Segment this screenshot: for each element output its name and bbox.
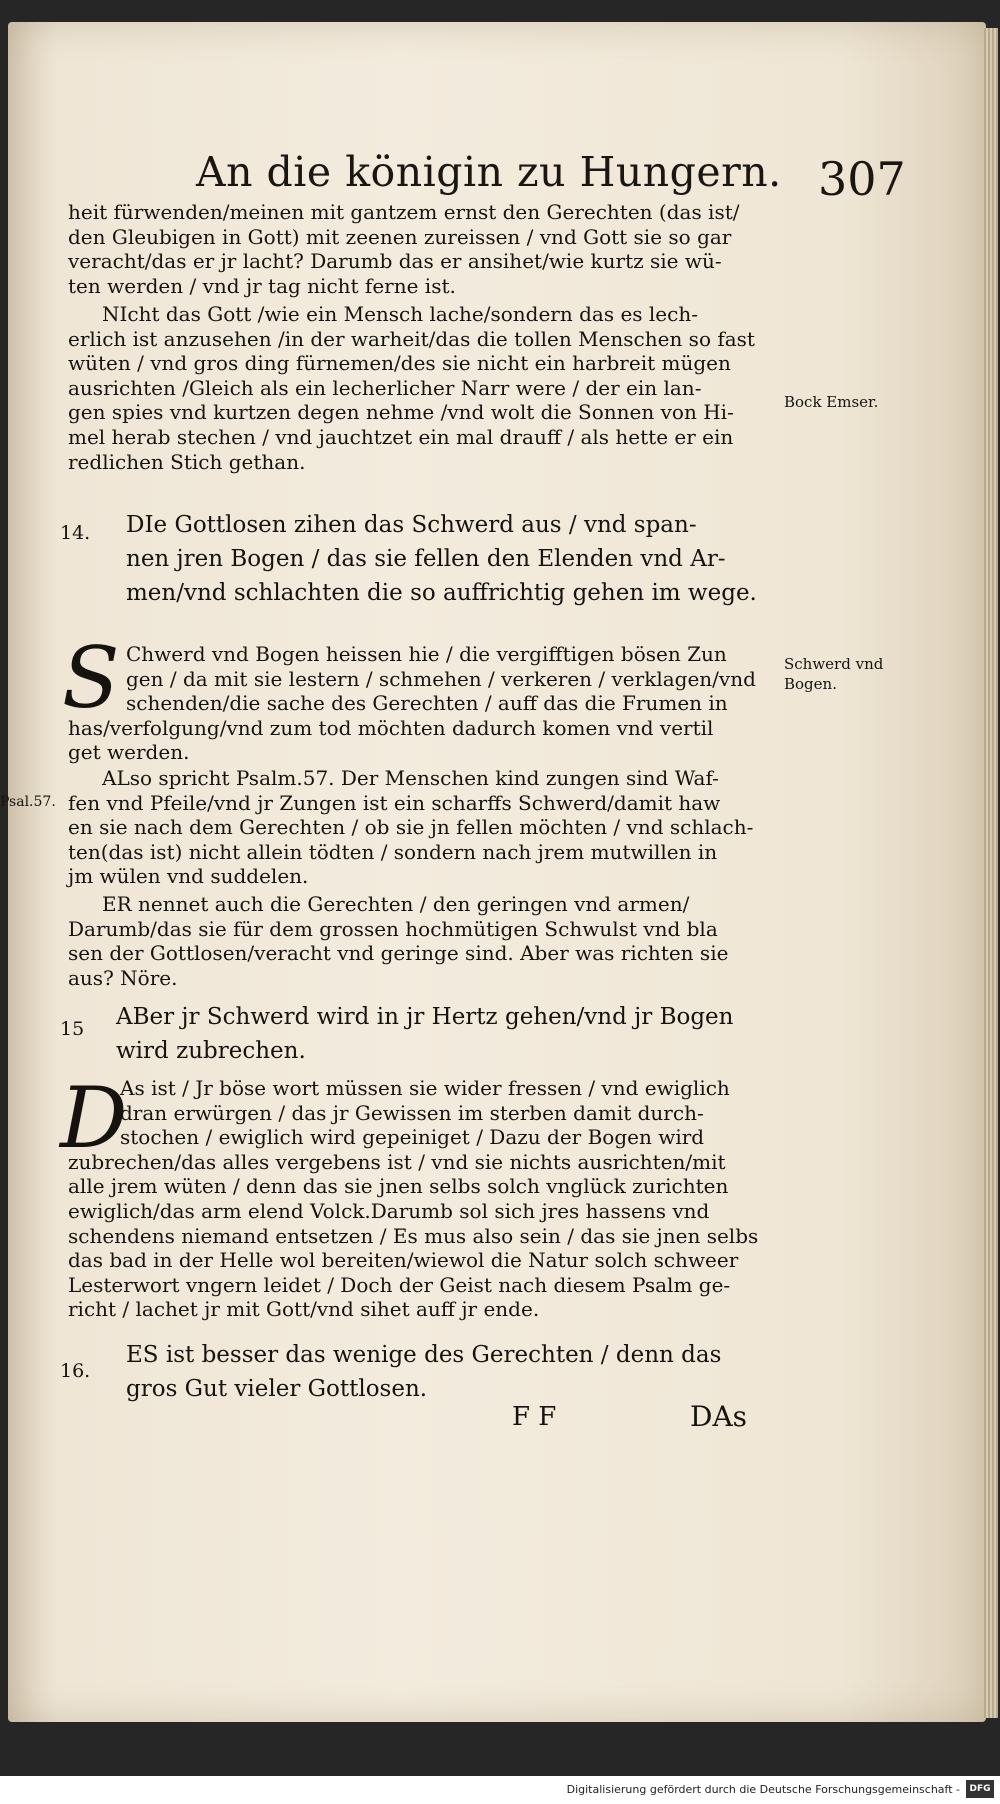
- margin-note-schwerd-vnd-bogen: [784, 654, 883, 694]
- text-line: erlich ist anzusehen /in der warheit/das die tollen Menschen so fast: [68, 326, 755, 351]
- text-line: Darumb/das sie für dem grossen hochmütigen Schwulst vnd bla: [68, 916, 718, 941]
- text-line: get werden.: [68, 740, 190, 765]
- text-line: Lesterwort vngern leidet / Doch der Geist nach diesem Psalm ge-: [68, 1272, 731, 1297]
- page-edge: [984, 28, 998, 1718]
- text-line: ten(das ist) nicht allein tödten / sondern nach jrem mutwillen in: [68, 839, 718, 864]
- verse-line: men/vnd schlachten die so auffrichtig gehen im wege.: [126, 580, 757, 606]
- verse-15: [116, 1000, 733, 1068]
- margin-line: Schwerd vnd: [784, 655, 884, 673]
- text-line: aus? Nöre.: [68, 965, 178, 990]
- dfg-logo-icon: DFG: [966, 1780, 994, 1798]
- verse-line: nen jren Bogen / das sie fellen den Elenden vnd Ar-: [126, 546, 726, 572]
- text-line: dran erwürgen / das jr Gewissen im sterben damit durch-: [120, 1100, 704, 1125]
- verse-line: DIe Gottlosen zihen das Schwerd aus / vnd span-: [126, 512, 697, 538]
- verse-number-16: 16.: [60, 1360, 91, 1382]
- text-line: ER nennet auch die Gerechten / den geringen vnd armen/: [102, 892, 690, 916]
- text-line: ewiglich/das arm elend Volck.Darumb sol sich jres hassens vnd: [68, 1198, 710, 1223]
- verse-16: [126, 1338, 721, 1406]
- margin-line: Bogen.: [784, 675, 837, 693]
- drop-cap-d: D: [60, 1069, 128, 1167]
- running-head: An die königin zu Hungern.: [196, 148, 782, 196]
- text-line: gen spies vnd kurtzen degen nehme /vnd wolt die Sonnen von Hi-: [68, 400, 734, 425]
- signature-mark: F F: [512, 1402, 557, 1432]
- text-line: mel herab stechen / vnd jauchtzet ein mal drauff / als hette er ein: [68, 424, 734, 449]
- text-line: en sie nach dem Gerechten / ob sie jn fellen möchten / vnd schlach-: [68, 815, 754, 840]
- text-line: richt / lachet jr mit Gott/vnd sihet auff jr ende.: [68, 1297, 540, 1322]
- text-line: sen der Gottlosen/veracht vnd geringe sind. Aber was richten sie: [68, 941, 729, 966]
- catchword: DAs: [690, 1400, 748, 1433]
- text-line: stochen / ewiglich wird gepeiniget / Dazu der Bogen wird: [120, 1125, 705, 1150]
- verse-number-15: 15: [60, 1018, 85, 1040]
- text-line: gen / da mit sie lestern / schmehen / verkeren / verklagen/vnd: [126, 666, 756, 691]
- verse-line: ABer jr Schwerd wird in jr Hertz gehen/vnd jr Bogen: [116, 1004, 734, 1030]
- text-line: Chwerd vnd Bogen heissen hie / die vergifftigen bösen Zun: [126, 642, 727, 666]
- text-line: zubrechen/das alles vergebens ist / vnd sie nichts ausrichten/mit: [68, 1149, 726, 1174]
- paragraph-1: [68, 200, 740, 298]
- paragraph-4: [68, 766, 753, 889]
- paragraph-2: [68, 302, 755, 474]
- text-line: das bad in der Helle wol bereiten/wiewol die Natur solch schweer: [68, 1248, 739, 1273]
- text-line: NIcht das Gott /wie ein Mensch lache/sondern das es lech-: [102, 302, 698, 326]
- margin-note-bock-emser: Bock Emser.: [784, 393, 879, 411]
- verse-line: ES ist besser das wenige des Gerechten / denn das: [126, 1342, 722, 1368]
- paragraph-3: [68, 642, 756, 765]
- text-line: ALso spricht Psalm.57. Der Menschen kind zungen sind Waf-: [102, 766, 719, 790]
- funding-credit: Digitalisierung gefördert durch die Deutsche Forschungsgemeinschaft -: [566, 1783, 960, 1796]
- page-number: 307: [818, 152, 906, 206]
- text-line: den Gleubigen in Gott) mit zeenen zureissen / vnd Gott sie so gar: [68, 224, 732, 249]
- verse-line: gros Gut vieler Gottlosen.: [126, 1376, 428, 1402]
- text-line: schendens niemand entsetzen / Es mus also sein / das sie jnen selbs: [68, 1223, 759, 1248]
- text-line: redlichen Stich gethan.: [68, 449, 306, 474]
- margin-note-psalm: Psal.57.: [0, 794, 56, 810]
- text-line: alle jrem wüten / denn das sie jnen selbs solch vnglück zurichten: [68, 1174, 729, 1199]
- text-line: ten werden / vnd jr tag nicht ferne ist.: [68, 273, 456, 298]
- text-line: has/verfolgung/vnd zum tod möchten dadurch komen vnd vertil: [68, 715, 714, 740]
- verse-14: [126, 508, 757, 610]
- text-line: jm wülen vnd suddelen.: [68, 864, 309, 889]
- drop-cap-s: S: [62, 629, 120, 727]
- text-line: heit fürwenden/meinen mit gantzem ernst den Gerechten (das ist/: [68, 200, 740, 224]
- verse-number-14: 14.: [60, 522, 91, 544]
- text-line: fen vnd Pfeile/vnd jr Zungen ist ein scharffs Schwerd/damit haw: [68, 790, 721, 815]
- text-line: veracht/das er jr lacht? Darumb das er ansihet/wie kurtz sie wü-: [68, 249, 722, 274]
- text-line: wüten / vnd gros ding fürnemen/des sie nicht ein harbreit mügen: [68, 351, 731, 376]
- paragraph-5: [68, 892, 728, 990]
- text-line: As ist / Jr böse wort müssen sie wider fressen / vnd ewiglich: [120, 1076, 730, 1100]
- paragraph-6: [68, 1076, 758, 1322]
- verse-line: wird zubrechen.: [116, 1038, 306, 1064]
- text-line: schenden/die sache des Gerechten / auff das die Frumen in: [126, 691, 728, 716]
- text-line: ausrichten /Gleich als ein lecherlicher Narr were / der ein lan-: [68, 375, 702, 400]
